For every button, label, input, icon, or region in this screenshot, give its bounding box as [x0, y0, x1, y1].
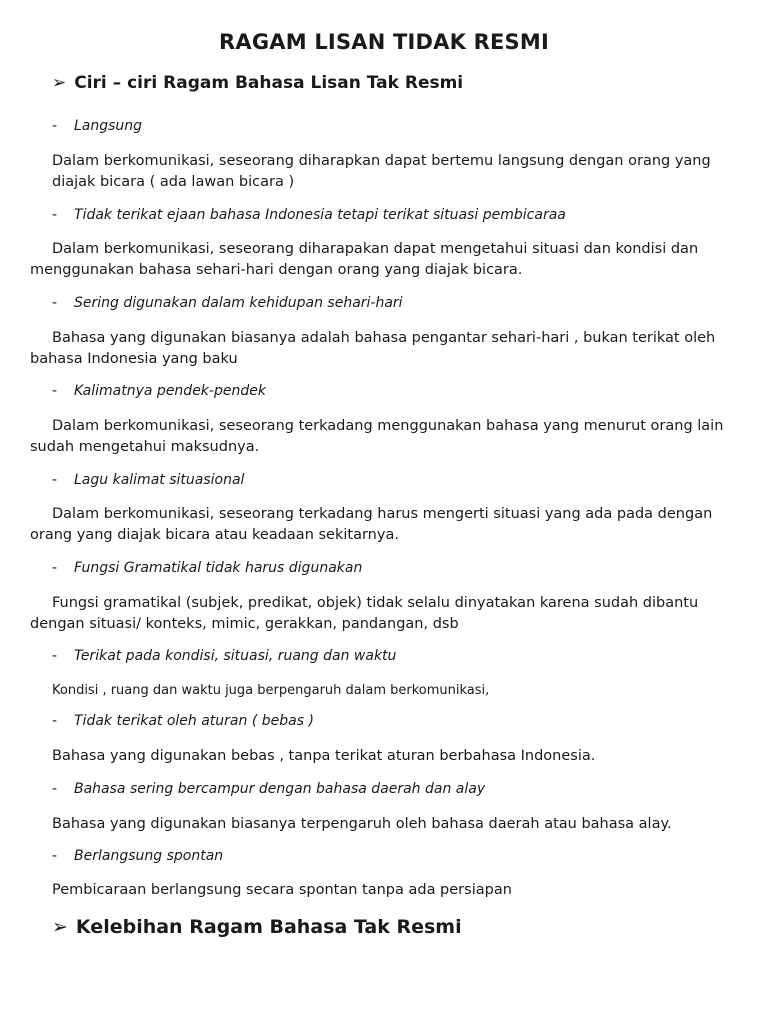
dash-bullet: - [52, 781, 58, 797]
dash-bullet: - [52, 713, 58, 729]
bullet-label: Bahasa sering bercampur dengan bahasa daerah dan alay [74, 781, 486, 797]
dash-bullet: - [52, 207, 58, 223]
bullet-item [52, 472, 244, 488]
bullet-label: Terikat pada kondisi, situasi, ruang dan waktu [74, 648, 397, 664]
bullet-label: Tidak terikat oleh aturan ( bebas ) [74, 713, 314, 729]
bullet-label: Fungsi Gramatikal tidak harus digunakan [74, 560, 363, 576]
bullet-label: Berlangsung spontan [74, 848, 224, 864]
paragraph: Fungsi gramatikal (subjek, predikat, objek) tidak selalu dinyatakan karena sudah dibantu dengan situasi/ konteks, mimic, gerakkan, pandangan, dsb [30, 595, 699, 632]
section-heading-text: Ciri – ciri Ragam Bahasa Lisan Tak Resmi [74, 73, 464, 93]
dash-bullet: - [52, 648, 58, 664]
bullet-item [52, 781, 485, 797]
bullet-item [52, 848, 223, 864]
dash-bullet: - [52, 383, 58, 399]
dash-bullet: - [52, 560, 58, 576]
paragraph: Dalam berkomunikasi, seseorang diharapkan dapat bertemu langsung dengan orang yang diajak bicara ( ada lawan bicara ) [52, 153, 711, 190]
bullet-label: Tidak terikat ejaan bahasa Indonesia tetapi terikat situasi pembicaraa [74, 207, 566, 223]
section-heading-ciri [52, 73, 463, 93]
dash-bullet: - [52, 472, 58, 488]
dash-bullet: - [52, 848, 58, 864]
dash-bullet: - [52, 118, 58, 134]
paragraph: Bahasa yang digunakan biasanya terpengaruh oleh bahasa daerah atau bahasa alay. [52, 816, 672, 832]
page-title: RAGAM LISAN TIDAK RESMI [219, 30, 549, 54]
section-heading-kelebihan [52, 916, 462, 938]
paragraph: Dalam berkomunikasi, seseorang diharapakan dapat mengetahui situasi dan kondisi dan menggunakan bahasa sehari-hari dengan orang yang diajak bicara. [30, 241, 699, 278]
bullet-item [52, 118, 142, 134]
dash-bullet: - [52, 295, 58, 311]
bullet-label: Sering digunakan dalam kehidupan sehari-hari [74, 295, 403, 311]
bullet-item [52, 383, 266, 399]
arrow-bullet-icon: ➢ [52, 73, 67, 93]
section-heading-text: Kelebihan Ragam Bahasa Tak Resmi [75, 916, 462, 938]
bullet-label: Lagu kalimat situasional [74, 472, 245, 488]
bullet-label: Langsung [74, 118, 143, 134]
bullet-item [52, 648, 396, 664]
bullet-item [52, 713, 314, 729]
bullet-item [52, 295, 403, 311]
paragraph: Kondisi , ruang dan waktu juga berpengaruh dalam berkomunikasi, [52, 683, 490, 698]
arrow-bullet-icon: ➢ [52, 916, 68, 938]
paragraph: Bahasa yang digunakan bebas , tanpa terikat aturan berbahasa Indonesia. [52, 748, 596, 764]
bullet-label: Kalimatnya pendek-pendek [74, 383, 266, 399]
bullet-item [52, 560, 362, 576]
bullet-item [52, 207, 566, 223]
paragraph: Pembicaraan berlangsung secara spontan tanpa ada persiapan [52, 882, 512, 898]
paragraph: Dalam berkomunikasi, seseorang terkadang harus mengerti situasi yang ada pada dengan orang yang diajak bicara atau keadaan sekitarnya. [30, 506, 713, 543]
paragraph: Dalam berkomunikasi, seseorang terkadang menggunakan bahasa yang menurut orang lain sudah mengetahui maksudnya. [30, 418, 724, 455]
paragraph: Bahasa yang digunakan biasanya adalah bahasa pengantar sehari-hari , bukan terikat oleh bahasa Indonesia yang baku [30, 330, 716, 367]
